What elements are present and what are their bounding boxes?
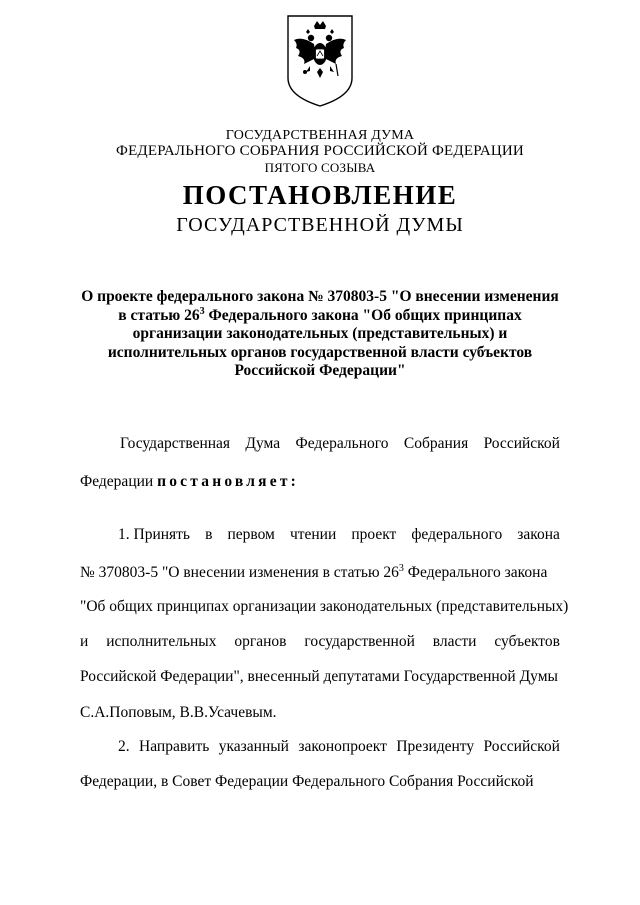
item-1-line: "Об общих принципах организации законодательных (представительных) <box>80 598 569 615</box>
item-1-line: С.А.Поповым, В.В.Усачевым. <box>80 704 277 721</box>
subject-line: в статью $26^3$ Федерального закона "Об общих принципах <box>118 305 522 324</box>
item-1-line: 1. Принять в первом чтении проект федерального закона <box>118 526 560 543</box>
convocation: ПЯТОГО СОЗЫВА <box>264 160 376 175</box>
resolution-subject <box>76 288 564 381</box>
org-name-line-1: ГОСУДАРСТВЕННАЯ ДУМА <box>225 128 415 143</box>
document-type-title: ПОСТАНОВЛЕНИЕ <box>182 180 458 210</box>
item-2-line: Федерации, в Совет Федерации Федерального Собрания Российской <box>80 773 534 790</box>
item-1-line: № 370803-5 "О внесении изменения в статью $26^3$ Федерального закона <box>80 563 548 581</box>
document-issuer: ГОСУДАРСТВЕННОЙ ДУМЫ <box>176 214 464 236</box>
item-1-line: и исполнительных органов государственной власти субъектов <box>80 633 560 650</box>
subject-line: организации законодательных (представительных) и <box>132 325 508 342</box>
item-2-line: 2. Направить указанный законопроект Президенту Российской <box>118 738 560 755</box>
preamble-line: Федерации постановляет: <box>80 473 299 490</box>
subject-line: О проекте федерального закона № 370803-5 "О внесении изменения <box>81 288 559 305</box>
state-emblem-icon <box>284 14 356 108</box>
subject-line: Российской Федерации" <box>234 362 406 379</box>
item-1-line: Российской Федерации", внесенный депутатами Государственной Думы <box>80 668 558 685</box>
org-name-line-2: ФЕДЕРАЛЬНОГО СОБРАНИЯ РОССИЙСКОЙ ФЕДЕРАЦИИ <box>116 143 524 159</box>
preamble-line: Государственная Дума Федерального Собрания Российской <box>120 435 560 452</box>
subject-line: исполнительных органов государственной власти субъектов <box>107 343 533 361</box>
